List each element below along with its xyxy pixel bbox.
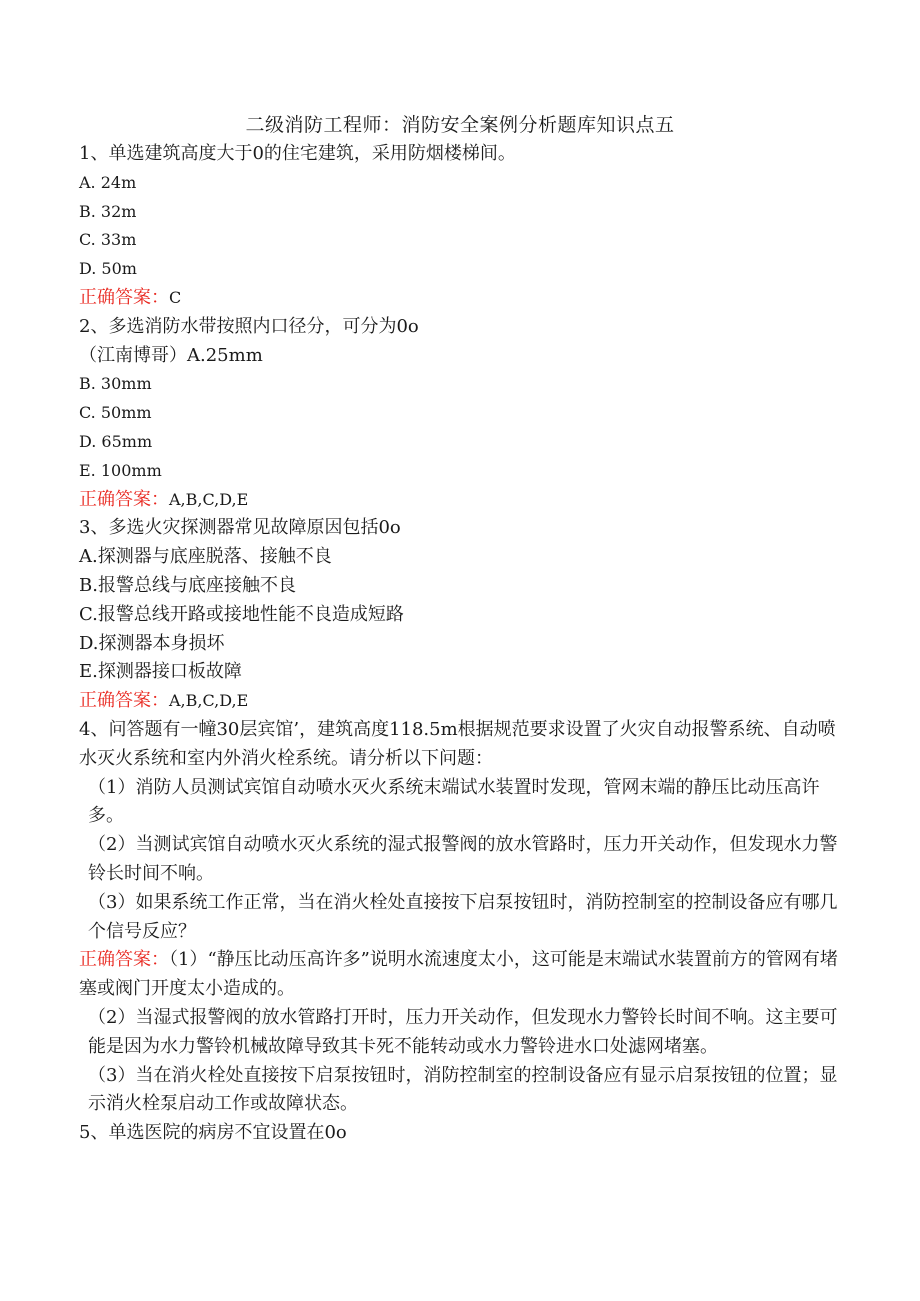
answer-line (79, 946, 849, 1004)
option-d: D. 65mm (79, 431, 153, 451)
option-a: A. 24m (79, 172, 137, 192)
document-body (79, 140, 849, 1148)
answer-label: 正确答案： (79, 286, 169, 308)
answer-line (79, 486, 849, 515)
option-b: B. 32m (79, 201, 137, 221)
document-title: 二级消防工程师：消防安全案例分析题库知识点五 (245, 114, 675, 136)
question-2 (79, 313, 849, 515)
answer-part-1: （1）“静压比动压高许多”说明水流速度太小，这可能是末端试水装置前方的管网有堵塞或阀门开度太小造成的。 (79, 949, 838, 1000)
option-c: C. 50mm (79, 403, 152, 423)
option-a: A.探测器与底座脱落、接触不良 (79, 546, 332, 568)
answer-part-2: （2）当湿式报警阀的放水管路打开时，压力开关动作，但发现水力警铃长时间不响。这主要可能是因为水力警铃机械故障导致其卡死不能转动或水力警铃进水口处滤网堵塞。 (88, 1006, 838, 1057)
question-3 (79, 514, 849, 716)
question-stem: 1、单选建筑高度大于0的住宅建筑，采用防烟楼梯间。 (79, 143, 516, 164)
answer-line (79, 687, 849, 716)
option-d: D.探测器本身损坏 (79, 632, 225, 654)
question-stem: 2、多选消防水带按照内口径分，可分为0o (79, 315, 419, 337)
option-a: （江南博哥）A.25mm (79, 344, 263, 366)
answer-line (79, 284, 849, 313)
sub-question-2: （2）当测试宾馆自动喷水灭火系统的湿式报警阀的放水管路时，压力开关动作，但发现水力警铃长时间不响。 (88, 834, 838, 884)
answer-label: 正确答案： (79, 949, 169, 971)
answer-part-3: （3）当在消火栓处直接按下启泵按钮时，消防控制室的控制设备应有显示启泵按钮的位置；显示消火栓泵启动工作或故障状态。 (88, 1064, 838, 1115)
question-stem: 5、单选医院的病房不宜设置在0o (79, 1122, 347, 1144)
option-c: C. 33m (79, 230, 137, 250)
question-1 (79, 140, 849, 313)
sub-question-3: （3）如果系统工作正常，当在消火栓处直接按下启泵按钮时，消防控制室的控制设备应有哪几个信号反应？ (88, 891, 838, 942)
option-b: B.报警总线与底座接触不良 (79, 574, 296, 596)
answer-label: 正确答案： (79, 488, 169, 510)
option-e: E. 100mm (79, 460, 162, 480)
answer-value: A,B,C,D,E (169, 691, 249, 711)
option-c: C.报警总线开路或接地性能不良造成短路 (79, 603, 404, 625)
option-b: B. 30mm (79, 374, 152, 394)
option-e: E.探测器接口板故障 (79, 661, 242, 683)
option-d: D. 50m (79, 259, 137, 279)
answer-label: 正确答案： (79, 690, 169, 712)
sub-question-1: （1）消防人员测试宾馆自动喷水灭火系统末端试水装置时发现，管网末端的静压比动压高许多。 (88, 776, 820, 827)
question-stem: 4、问答题有一幢30层宾馆’，建筑高度118.5m根据规范要求设置了火灾自动报警系统、自动喷水灭火系统和室内外消火栓系统。请分析以下问题： (79, 718, 836, 769)
question-4 (79, 716, 849, 1119)
answer-value: C (169, 287, 182, 307)
question-stem: 3、多选火灾探测器常见故障原因包括0o (79, 517, 401, 539)
answer-value: A,B,C,D,E (169, 489, 249, 509)
question-5 (79, 1119, 849, 1148)
